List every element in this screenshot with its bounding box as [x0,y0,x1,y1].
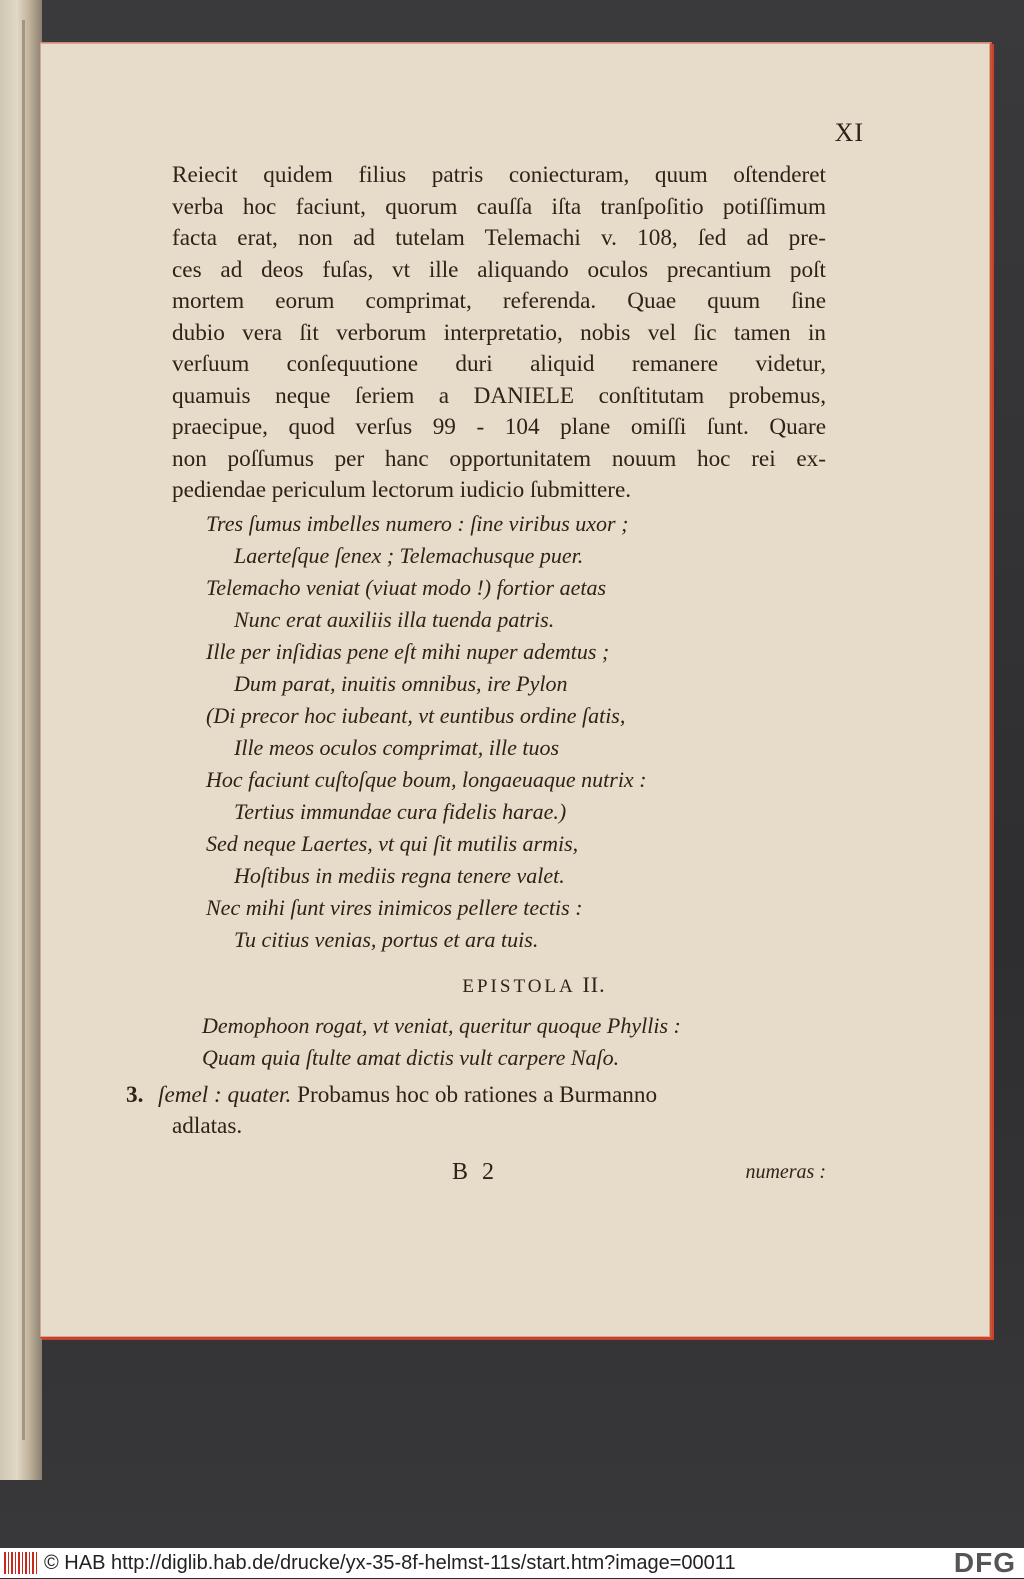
credit-link[interactable]: © HAB http://diglib.hab.de/drucke/yx-35-8f-helmst-11s/start.htm?image=00011 [44,1551,736,1574]
verse-line: Tertius immundae cura fidelis harae.) [234,798,567,824]
verse-line: Laerteſque ſenex ; Telemachusque puer. [234,542,584,568]
footnote-continuation: adlatas. [172,1112,243,1139]
verse-block [172,508,826,956]
prose-line: mortem eorum comprimat, referenda. Quae quum ſine [172,288,826,314]
page-foot [172,1152,826,1192]
verse-line: Nec mihi ſunt vires inimicos pellere tectis : [206,894,583,920]
verse-line: (Di precor hoc iubeant, vt euntibus ordine ſatis, [206,702,626,728]
barcode-icon [4,1552,38,1574]
left-page-edge [0,0,42,1480]
page-number: XI [834,118,864,147]
page-text [126,160,826,1192]
catchword: numeras : [745,1160,826,1183]
section-heading [172,968,826,1002]
prose-line: ces ad deos fuſas, vt ille aliquando oculos precantium poſt [172,256,826,283]
prose-line: praecipue, quod verſus 99 - 104 plane omiſſi ſunt. Quare [172,414,826,440]
prose-line: Reiecit quidem filius patris coniecturam, quum oſtenderet [172,162,826,188]
argument-line: Quam quia ſtulte amat dictis vult carpere Naſo. [202,1044,620,1070]
section-heading-numeral: II. [582,971,606,997]
prose-line: verba hoc faciunt, quorum cauſſa iſta tranſpoſitio potiſſimum [172,193,826,220]
verse-line: Telemacho veniat (viuat modo !) fortior aetas [206,574,607,600]
prose-line: verſuum conſequutione duri aliquid remanere videtur, [172,351,826,377]
verse-line: Nunc erat auxiliis illa tuenda patris. [234,606,555,632]
verse-line: Sed neque Laertes, vt qui ſit mutilis armis, [206,830,579,856]
footnote-text: Probamus hoc ob rationes a Burmanno [291,1081,658,1108]
section-heading-label: EPISTOLA [462,975,575,997]
prose-line: quamuis neque ſeriem a DANIELE conſtitutam probemus, [172,382,826,409]
prose-paragraph [172,160,826,507]
argument-line: Demophoon rogat, vt veniat, queritur quoque Phyllis : [202,1012,681,1038]
verse-line: Tu citius venias, portus et ara tuis. [234,926,539,952]
verse-line: Hoc faciunt cuſtoſque boum, longaeuaque nutrix : [206,766,647,792]
verse-line: Hoſtibus in mediis regna tenere valet. [234,862,565,888]
credit-bar [0,1548,1024,1578]
prose-line: facta erat, non ad tutelam Telemachi v. 108, ſed ad pre- [172,225,826,251]
prose-line: non poſſumus per hanc opportunitatem nouum hoc rei ex- [172,445,826,472]
signature-mark: B 2 [452,1158,499,1185]
prose-line: dubio vera ſit verborum interpretatio, nobis vel ſic tamen in [172,319,826,346]
footnote [126,1080,826,1142]
footnote-lemma: ſemel : quater. [158,1081,292,1108]
footnote-number: 3. [126,1081,144,1108]
dfg-logo: DFG [953,1547,1016,1578]
verse-line: Dum parat, inuitis omnibus, ire Pylon [234,670,568,696]
argument-block [172,1010,826,1074]
prose-line: pediendae periculum lectorum iudicio ſubmittere. [172,477,632,503]
verse-line: Tres ſumus imbelles numero : ſine viribus uxor ; [206,510,629,536]
footnote-line [126,1080,826,1111]
verse-line: Ille meos oculos comprimat, ille tuos [234,734,560,760]
verse-line: Ille per inſidias pene eſt mihi nuper ademtus ; [206,638,610,664]
